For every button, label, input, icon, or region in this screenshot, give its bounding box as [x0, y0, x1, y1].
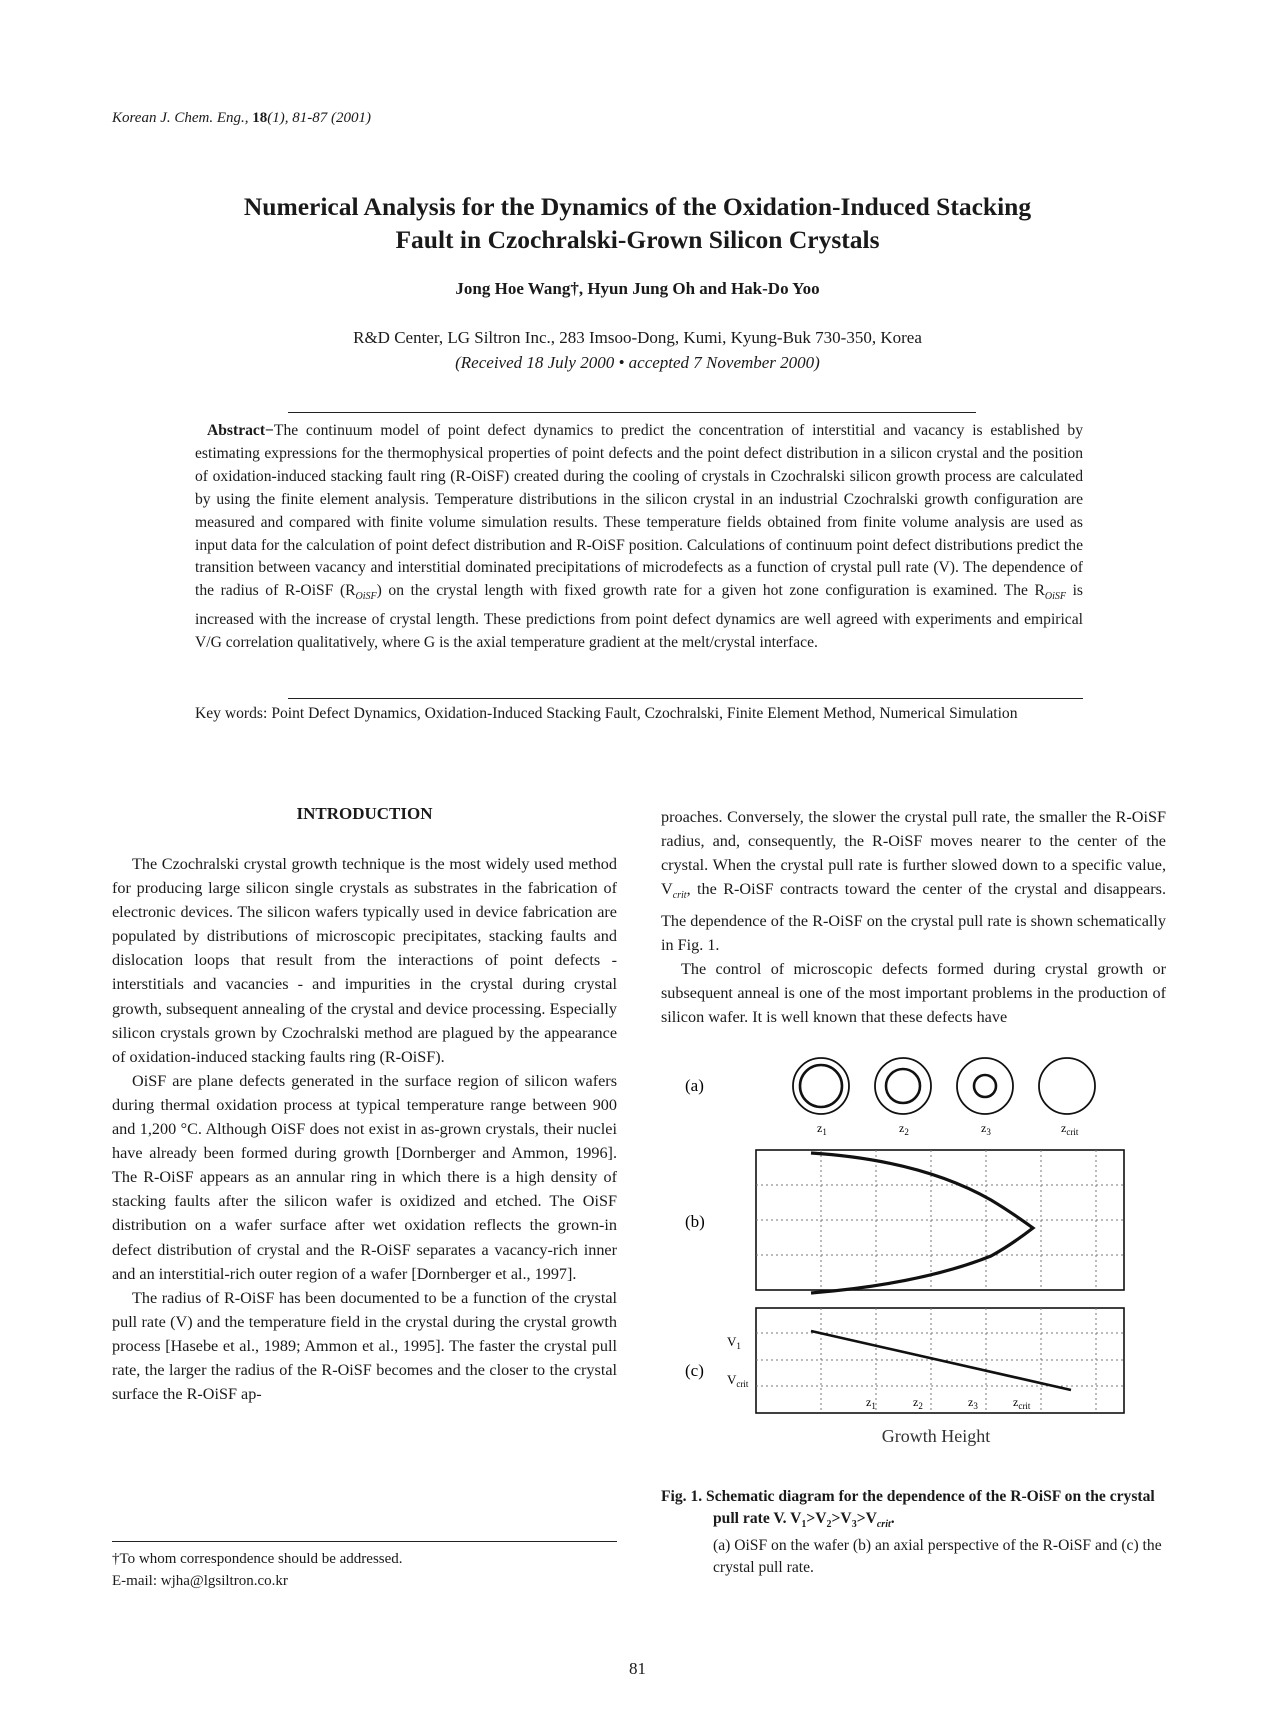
title-line-2: Fault in Czochralski-Grown Silicon Crystals — [395, 225, 880, 254]
wafer-z1 — [793, 1058, 849, 1114]
right-paragraph-1-b: , the R-OiSF contracts toward the center of the crystal and disappears. The dependence of the R-OiSF on the crystal pull rate is shown schematically in Fig. 1. — [661, 880, 1166, 954]
axis-label-z3: $z_3$ — [968, 1395, 978, 1411]
keywords-rule — [288, 698, 1083, 699]
abstract-sub-2: OiSF — [1044, 591, 1067, 603]
footnote-rule — [112, 1541, 617, 1542]
affiliation: R&D Center, LG Siltron Inc., 283 Imsoo-Dong, Kumi, Kyung-Buk 730-350, Korea — [353, 328, 922, 347]
wafer-label-z1: $z_1$ — [817, 1121, 827, 1137]
figure-caption — [661, 1486, 1166, 1578]
intro-paragraph-1: The Czochralski crystal growth technique is the most widely used method for producing large silicon single crystals as substrates in the fabrication of electronic devices. The silicon wafers typically used in device fabrication are populated by distributions of microscopic precipitates, stacking faults and dislocation loops that result from the interactions of point defects - interstitials and vacancies - and impurities in the crystal during crystal growth, subsequent annealing of the crystal and device processing. Especially silicon crystals grown by Czochralski method are plagued by the appearance of oxidation-induced stacking faults ring (R-OiSF). — [112, 855, 617, 1066]
authors: Jong Hoe Wang†, Hyun Jung Oh and Hak-Do Yoo — [455, 279, 820, 298]
keywords-text: Point Defect Dynamics, Oxidation-Induced Stacking Fault, Czochralski, Finite Element Method, Numerical Simulation — [271, 705, 1018, 722]
footnote-email: E-mail: wjha@lgsiltron.co.kr — [112, 1573, 288, 1589]
right-paragraph-1-a: proaches. Conversely, the slower the crystal pull rate, the smaller the R-OiSF radius, and, consequently, the R-OiSF moves nearer to the center of the crystal. When the crystal pull rate is further slowed down to a specific value, V — [661, 808, 1166, 899]
figure-1 — [661, 1040, 1166, 1480]
intro-paragraph-2: OiSF are plane defects generated in the surface region of silicon wafers during thermal oxidation process at typical temperature range between 900 and 1,200 °C. Although OiSF does not exist in as-grown crystals, their nuclei have already been formed during growth [Dornberger and Ammon, 1996]. The R-OiSF appears as an annular ring in which there is a high density of stacking faults after the silicon wafer is oxidized and etched. The OiSF distribution on a wafer surface after wet oxidation reflects the grown-in defect distribution of crystal and the R-OiSF separates a vacancy-rich inner and an interstitial-rich outer region of a wafer [Dornberger et al., 1997]. — [112, 1071, 617, 1283]
received-dates: (Received 18 July 2000 • accepted 7 November 2000) — [455, 353, 820, 372]
abstract — [195, 420, 1083, 655]
caption-normal: (a) OiSF on the wafer (b) an axial perspective of the R-OiSF and (c) the crystal pull rate. — [713, 1537, 1162, 1576]
journal-issue: (1), 81-87 (2001) — [267, 110, 371, 126]
panel-label-c: (c) — [685, 1361, 704, 1380]
keywords — [195, 703, 1083, 726]
caption-bold: Fig. 1. Schematic diagram for the dependence of the R-OiSF on the crystal pull rate V. $V_1>V_2>V_3>V_{crit}$. — [661, 1488, 1155, 1530]
panel-label-b: (b) — [685, 1212, 705, 1231]
title-line-1: Numerical Analysis for the Dynamics of the Oxidation-Induced Stacking — [243, 192, 1032, 221]
label-vcrit: $V_{crit}$ — [727, 1372, 749, 1389]
paper-title — [150, 190, 1125, 256]
abstract-text-a: The continuum model of point defect dynamics to predict the concentration of interstitial and vacancy is established by estimating expressions for the thermophysical properties of point defects and the point defect distribution in a silicon crystal and the position of oxidation-induced stacking fault ring (R-OiSF) created during the cooling of crystals in Czochralski silicon growth process are calculated by using the finite element analysis. Temperature distributions in the silicon crystal in an industrial Czochralski growth configuration are measured and compared with finite volume simulation results. These temperature fields obtained from finite volume analysis are used as input data for the calculation of point defect distribution and R-OiSF position. Calculations of continuum point defect distributions predict the transition between vacancy and interstitial dominated precipitations of microdefects as a function of crystal pull rate (V). The dependence of the radius of R-OiSF (R — [195, 422, 1083, 600]
vcrit-subscript: crit — [672, 890, 687, 902]
abstract-top-rule — [288, 412, 976, 413]
wafer-label-z2: $z_2$ — [899, 1121, 909, 1137]
affiliation-block — [150, 325, 1125, 375]
wafer-label-zcrit: $z_{crit}$ — [1061, 1121, 1079, 1137]
wafer-z2 — [875, 1058, 931, 1114]
journal-name: Korean J. Chem. Eng., — [112, 110, 249, 126]
footnote-correspondence: †To whom correspondence should be addressed. — [112, 1551, 403, 1567]
wafer-z3 — [957, 1058, 1013, 1114]
oisf-ring-profile — [811, 1153, 1033, 1293]
abstract-sub-1: OiSF — [355, 591, 377, 603]
panel-label-a: (a) — [685, 1076, 704, 1095]
footnote — [112, 1548, 617, 1592]
wafer-label-z3: $z_3$ — [981, 1121, 991, 1137]
right-paragraph-1 — [661, 805, 1166, 957]
abstract-dash: − — [265, 422, 274, 439]
section-heading-introduction: INTRODUCTION — [296, 804, 433, 823]
x-axis-label: Growth Height — [881, 1426, 991, 1446]
right-column — [661, 805, 1166, 1029]
axis-label-z2: $z_2$ — [913, 1395, 923, 1411]
axis-label-z1: $z_1$ — [866, 1395, 876, 1411]
panel-c-plot — [756, 1308, 1124, 1413]
page-number: 81 — [629, 1659, 646, 1678]
label-v1: $V_1$ — [727, 1334, 741, 1351]
abstract-text-b: ) on the crystal length with fixed growth rate for a given hot zone configuration is examined. The R — [376, 582, 1045, 600]
panel-b-plot — [756, 1150, 1124, 1293]
keywords-label: Key words: — [195, 705, 268, 722]
journal-citation — [112, 110, 371, 127]
axis-label-zcrit: $z_{crit}$ — [1013, 1395, 1031, 1411]
journal-volume: 18 — [252, 110, 268, 126]
left-column — [112, 852, 617, 1406]
intro-paragraph-3: The radius of R-OiSF has been documented to be a function of the crystal pull rate (V) and the temperature field in the crystal during the crystal growth process [Hasebe et al., 1989; Ammon et al., 1995]. The faster the crystal pull rate, the larger the radius of the R-OiSF becomes and the closer to the crystal surface the R-OiSF ap- — [112, 1288, 617, 1404]
abstract-label: Abstract — [207, 422, 266, 439]
right-paragraph-2: The control of microscopic defects formed during crystal growth or subsequent anneal is one of the most important problems in the production of silicon wafer. It is well known that these defects have — [661, 959, 1166, 1026]
abstract-text-c: is increased with the increase of crystal length. These predictions from point defect dynamics are well agreed with experiments and empirical V/G correlation qualitatively, where G is the axial temperature gradient at the melt/crystal interface. — [195, 582, 1083, 652]
wafer-zcrit — [1039, 1058, 1095, 1114]
